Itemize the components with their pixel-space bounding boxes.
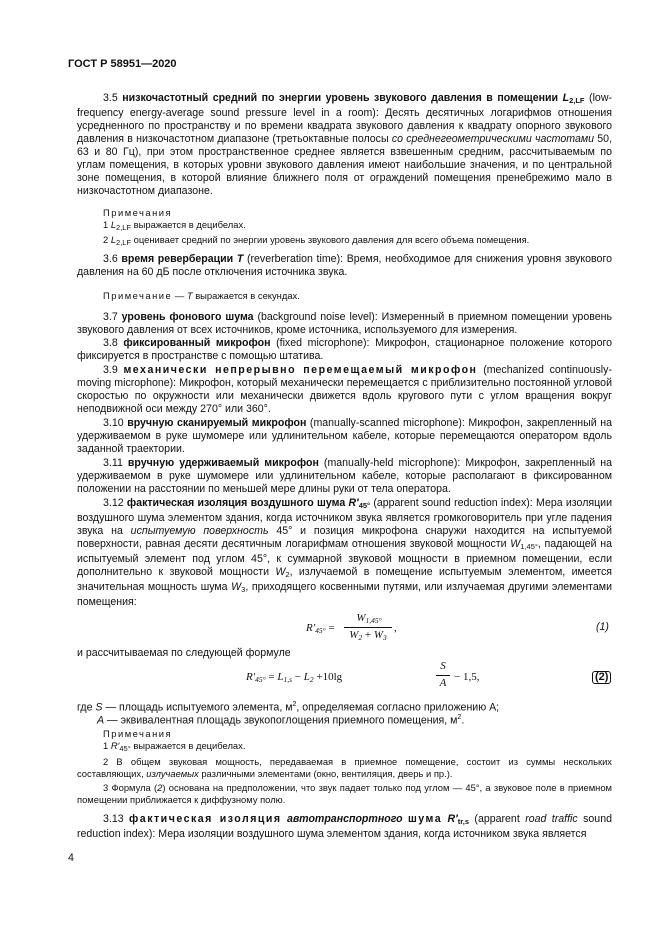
page-number: 4 xyxy=(68,852,74,864)
where-s: где S — площадь испытуемого элемента, $м^2$, определяемая согласно приложению А; xyxy=(77,701,500,714)
term: вручную сканируемый микрофон xyxy=(127,417,307,429)
note-item: 1 $R'_{45^\circ}$ выражается в децибелах. xyxy=(103,740,246,753)
note-heading: Примечание xyxy=(103,290,173,301)
symbol: R′ xyxy=(348,497,359,509)
notes-3-12 xyxy=(103,728,612,755)
english-term: (low-frequency energy-average sound pressure level in a room): xyxy=(77,92,612,119)
section-3-5 xyxy=(77,92,612,198)
notes-heading: Примечания xyxy=(103,728,173,739)
note-2: 2 В общем звуковая мощность, передаваемая в приемное помещение, состоит из суммы нескольких составляющих, излучаемых различными элементами (окно, вентиляция, дверь и пр.). xyxy=(77,756,612,779)
section-3-9: 3.9 механически непрерывно перемещаемый микрофон (mechanized continuously-moving microphone): Микрофон, который механически перемещается с приблизительно постоянной угловой скоростью по окружности или механически движется вдоль кругового пути с углом вращения вокруг неподвижной оси между 270° или 360°. xyxy=(77,364,612,415)
fraction-bar xyxy=(436,675,450,676)
term: уровень фонового шума xyxy=(121,311,254,323)
section-3-13: 3.13 фактическая изоляция автотранспортного шума $R'_{tr,s}$ (apparent road traffic sound reduction index): Мера изоляции воздушного шума элементом здания, когда источником звука является xyxy=(77,813,612,840)
symbol: L xyxy=(562,92,570,104)
standard-header: ГОСТ Р 58951—2020 xyxy=(68,58,177,70)
section-3-7: 3.7 уровень фонового шума (background noise level): Измеренный в приемном помещении уровень звукового давления от всех источников, кроме источника, используемого для измерения. xyxy=(77,311,612,336)
section-3-10: 3.10 вручную сканируемый микрофон (manually-scanned microphone): Микрофон, закрепленный на удерживаемом в руке шумомере или удлинительном кабеле, которые перемещаются оператором вдоль заданной траектории. xyxy=(77,417,612,455)
definition: Десять десятичных логарифмов отношения усредненного по пространству и по времени квадрата звукового давления к квадрату опорного звукового давления в низкочастотном диапазоне (третьоктавные полосы xyxy=(77,107,612,145)
section-3-12: 3.12 фактическая изоляция воздушного шума $R'_{45^\circ}$ (apparent sound reduction index): Мера изоляции воздушного шума элементом здания, когда источником звука является громкоговоритель при угле падения звука на испытуемую поверхность 45° и позиция микрофона снаружи находится на испытуемой поверхности, равная десяти десятичным логарифмам отношения звуковой мощности $W_{1,45^\circ}$, падающей на испытуемый элемент под углом 45°, к суммарной звуковой мощности в приемном помещении, если дополнительно к звуковой мощности $W_2$, излучаемой в помещение испытуемым элементом, имеется значительная мощность шума $W_3$, приходящего косвенными путями, или излучаемая другими элементами помещения: xyxy=(77,497,613,608)
definition: Время, необходимое для снижения уровня звукового давления на 60 дБ после отключения источника звука. xyxy=(77,253,612,278)
note-3-6: Примечание — T выражается в секундах. xyxy=(103,290,300,301)
note-3: 3 Формула (2) основана на предположении, что звук падает только под углом — 45°, а звуковое поле в приемном помещении приближается к диффузному полю. xyxy=(77,782,612,805)
note-item: 2 $L_{2,LF}$ оценивает средний по энергии уровень звукового давления для всего объема помещения. xyxy=(103,234,530,247)
term: фактическая изоляция воздушного шума xyxy=(126,497,346,509)
section-number: 3.5 xyxy=(103,92,118,104)
formula-2-label: (2) xyxy=(592,671,611,684)
fraction-bar xyxy=(344,627,392,628)
where-a: A — эквивалентная площадь звукопоглощения приемного помещения, $м^2$. xyxy=(97,714,465,727)
definition-cont: 50, 63 и 80 Гц), при этом пространственное среднее является взвешенным средним, рассчитываемым по углам помещения, в которых уровни звукового давления имеют наибольшие значения, и по центральной зоне помещения, в которой влияние ближнего поля от ограждений помещения пренебрежимо мало в низкочастотном диапазоне. xyxy=(77,133,613,197)
section-3-6: 3.6 время реверберации T (reverberation time): Время, необходимое для снижения уровня звукового давления на 60 дБ после отключения источника звука. xyxy=(77,253,612,278)
note-item: 1 $L_{2,LF}$ выражается в децибелах. xyxy=(103,219,246,232)
symbol: T xyxy=(236,253,244,265)
term: низкочастотный средний по энергии уровень звукового давления в помещении xyxy=(122,92,559,104)
section-3-11: 3.11 вручную удерживаемый микрофон (manually-held microphone): Микрофон, закрепленный на удерживаемом в руке шумомере или удлинительном кабеле, которые располагают в фиксированном положении на расстоянии по меньшей мере длины руки от тела оператора. xyxy=(77,457,612,495)
section-3-8: 3.8 фиксированный микрофон (fixed microphone): Микрофон, стационарное положение которого фиксируется в пространстве с помощью штатива. xyxy=(77,337,612,362)
term: время реверберации xyxy=(121,253,234,265)
between-text: и рассчитываемая по следующей формуле xyxy=(77,647,291,659)
term: вручную удерживаемый микрофон xyxy=(127,457,319,469)
notes-heading: Примечания xyxy=(103,207,173,218)
term: фиксированный микрофон xyxy=(123,337,271,349)
notes-3-5 xyxy=(103,207,612,249)
term: механически непрерывно перемещаемый микрофон xyxy=(123,364,478,376)
definition-emphasis: со среднегеометрическими частотами xyxy=(391,133,595,145)
symbol-subscript: 2,LF xyxy=(569,96,585,105)
symbol: R′ xyxy=(447,813,458,825)
formula-1-label: (1) xyxy=(596,621,609,633)
